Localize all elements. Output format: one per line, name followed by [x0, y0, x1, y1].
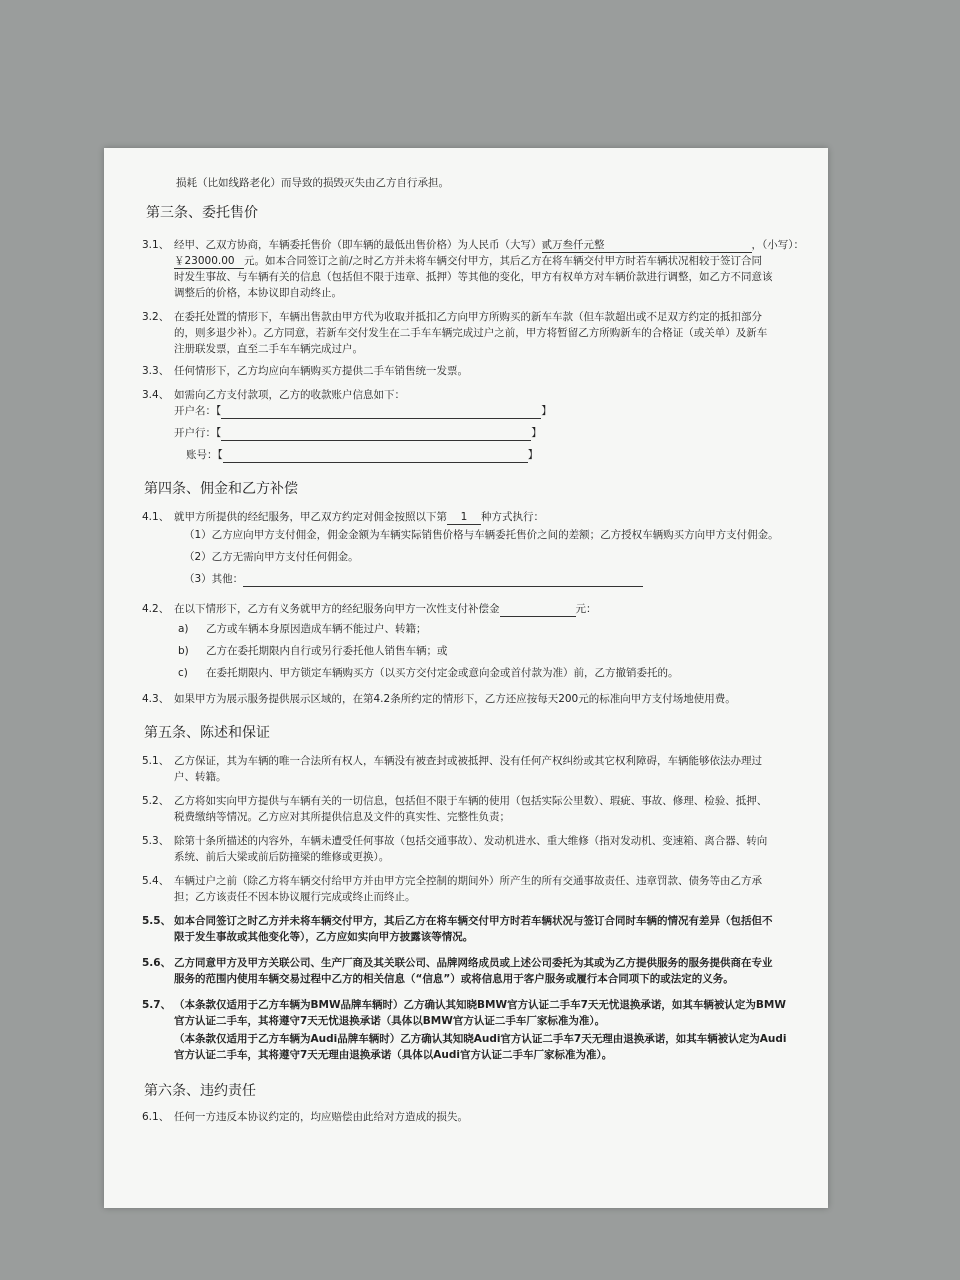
clause-number: 3.2、 — [142, 311, 170, 323]
amount-words-value: 贰万叁仟元整 — [541, 239, 605, 251]
account-name-label: 开户名：【 — [174, 405, 222, 417]
clause-text — [174, 238, 804, 253]
clause-line: 经甲、乙双方协商，车辆委托售价（即车辆的最低出售价格）为人民币（大写） — [174, 239, 542, 251]
account-number-row — [186, 448, 538, 463]
account-number-label: 账号：【 — [186, 449, 223, 461]
amount-words-field — [542, 238, 752, 253]
option-3-field — [243, 572, 643, 587]
amount-number-field: ￥23000.00 — [174, 254, 244, 269]
clause-5-5-line2: 限于发生事故或其他变化等），乙方应如实向甲方披露该等情况。 — [174, 931, 474, 943]
clause-number: 3.1、 — [142, 239, 170, 251]
account-name-field — [221, 404, 541, 419]
clause-text: 乙方将如实向甲方提供与车辆有关的一切信息，包括但不限于车辆的使用（包括实际公里数）、瑕疵、事故、修理、检验、抵押、 — [174, 795, 768, 807]
item-c — [178, 666, 679, 680]
clause-5-3-line2: 系统、前后大梁或前后防撞梁的维修或更换）。 — [174, 851, 390, 863]
section-3-title: 第三条、委托售价 — [146, 205, 258, 221]
clause-line: 在以下情形下，乙方有义务就甲方的经纪服务向甲方一次性支付补偿金 — [174, 603, 500, 615]
clause-3-1-line4: 调整后的价格，本协议即自动终止。 — [174, 287, 342, 299]
option-choice-field: 1 — [447, 510, 481, 525]
clause-number: 4.3、 — [142, 693, 170, 705]
clause-line: 元： — [575, 603, 597, 615]
clause-3-1-line3: 时发生事故、与车辆有关的信息（包括但不限于违章、抵押）等其他的变化，甲方有权单方对车辆价款进行调整，如乙方不同意该 — [174, 271, 773, 283]
account-number-field — [223, 448, 528, 463]
clause-line: 就甲方所提供的经纪服务，甲乙双方约定对佣金按照以下第 — [174, 511, 447, 523]
small-label: ，（小写）： — [751, 239, 804, 251]
item-b — [178, 644, 448, 658]
clause-text: 任何一方违反本协议约定的，均应赔偿由此给对方造成的损失。 — [174, 1111, 468, 1123]
item-a — [178, 622, 427, 636]
item-label: c) — [178, 667, 188, 679]
contract-page — [104, 148, 828, 1208]
clause-5-2-line2: 税费缴纳等情况。乙方应对其所提供信息及文件的真实性、完整性负责； — [174, 811, 510, 823]
section-5-title: 第五条、陈述和保证 — [144, 725, 270, 741]
account-name-row — [174, 404, 552, 419]
section-4-title: 第四条、佣金和乙方补偿 — [144, 481, 298, 497]
section-6-title: 第六条、违约责任 — [144, 1083, 256, 1099]
option-3 — [184, 572, 643, 587]
clause-number: 5.2、 — [142, 795, 170, 807]
clause-5-1-line2: 户、转籍。 — [174, 771, 227, 783]
clause-number: 4.2、 — [142, 603, 170, 615]
clause-5-7-line2: 官方认证二手车，其将遵守7天无忧退换承诺（具体以BMW官方认证二手车厂家标准为准）。 — [174, 1015, 606, 1027]
item-text: 乙方在委托期限内自行或另行委托他人销售车辆；或 — [206, 645, 448, 657]
item-text: 在委托期限内、甲方锁定车辆购买方（以买方交付定金或意向金或首付款为准）前，乙方撤销委托的。 — [206, 667, 679, 679]
clause-5-6-line2: 服务的范围内使用车辆交易过程中乙方的相关信息（“信息”）或将信息用于客户服务或履行本合同项下的或法定的义务。 — [174, 973, 734, 985]
clause-text: 任何情形下，乙方均应向车辆购买方提供二手车销售统一发票。 — [174, 365, 468, 377]
bracket-close: 】 — [527, 449, 539, 461]
clause-5-4-line2: 担；乙方该责任不因本协议履行完成或终止而终止。 — [174, 891, 416, 903]
clause-text: 车辆过户之前（除乙方将车辆交付给甲方并由甲方完全控制的期间外）所产生的所有交通事故责任、违章罚款、债务等由乙方承 — [174, 875, 762, 887]
clause-number: 3.3、 — [142, 365, 170, 377]
clause-number: 5.6、 — [142, 957, 172, 969]
clause-number: 6.1、 — [142, 1111, 170, 1123]
clause-number: 5.4、 — [142, 875, 170, 887]
clause-3-2-line3: 注册联发票，直至二手车车辆完成过户。 — [174, 343, 363, 355]
clause-line: 元。如本合同签订之前/之时乙方并未将车辆交付甲方，其后乙方在将车辆交付甲方时若车辆状况相较于签订合同 — [244, 255, 763, 267]
account-bank-field — [221, 426, 531, 441]
clause-text — [174, 602, 597, 617]
clause-text: 如果甲方为展示服务提供展示区域的，在第4.2条所约定的情形下，乙方还应按每天200元的标准向甲方支付场地使用费。 — [174, 693, 736, 705]
clause-3-2-line2: 的，则多退少补）。乙方同意，若新车交付发生在二手车车辆完成过户之前，甲方将暂留乙方所购新车的合格证（或关单）及新车 — [174, 327, 768, 339]
option-1: （1）乙方应向甲方支付佣金，佣金金额为车辆实际销售价格与车辆委托售价之间的差额；乙方授权车辆购买方向甲方支付佣金。 — [184, 529, 779, 541]
clause-text: （本条款仅适用于乙方车辆为BMW品牌车辆时）乙方确认其知晓BMW官方认证二手车7天无忧退换承诺，如其车辆被认定为BMW — [174, 999, 786, 1011]
clause-text: 如本合同签订之时乙方并未将车辆交付甲方，其后乙方在将车辆交付甲方时若车辆状况与签订合同时车辆的情况有差异（包括但不 — [174, 915, 773, 927]
item-label: b) — [178, 645, 189, 657]
clause-number: 4.1、 — [142, 511, 170, 523]
item-text: 乙方或车辆本身原因造成车辆不能过户、转籍； — [206, 623, 427, 635]
clause-number: 3.4、 — [142, 389, 170, 401]
clause-text: 除第十条所描述的内容外，车辆未遭受任何事故（包括交通事故）、发动机进水、重大维修（指对发动机、变速箱、离合器、转向 — [174, 835, 768, 847]
account-bank-row — [174, 426, 542, 441]
clause-number: 5.1、 — [142, 755, 170, 767]
clause-5-7-line4: 官方认证二手车，其将遵守7天无理由退换承诺（具体以Audi官方认证二手车厂家标准为准）。 — [174, 1049, 613, 1061]
option-2: （2）乙方无需向甲方支付任何佣金。 — [184, 551, 359, 563]
compensation-field — [500, 602, 576, 617]
clause-text: 如需向乙方支付款项，乙方的收款账户信息如下： — [174, 389, 405, 401]
clause-text: 乙方同意甲方及甲方关联公司、生产厂商及其关联公司、品牌网络成员或上述公司委托为其或为乙方提供服务的服务提供商在专业 — [174, 957, 773, 969]
bracket-close: 】 — [541, 405, 552, 417]
option-3-label: （3）其他： — [184, 573, 244, 585]
bracket-close: 】 — [531, 427, 542, 439]
clause-3-1-line2 — [174, 254, 762, 269]
clause-text — [174, 510, 544, 525]
intro-text: 损耗（比如线路老化）而导致的损毁灭失由乙方自行承担。 — [176, 177, 449, 189]
account-bank-label: 开户行：【 — [174, 427, 222, 439]
clause-text: 在委托处置的情形下，车辆出售款由甲方代为收取并抵扣乙方向甲方所购买的新车车款（但车款超出或不足双方约定的抵扣部分 — [174, 311, 762, 323]
clause-number: 5.3、 — [142, 835, 170, 847]
clause-5-7-line3: （本条款仅适用于乙方车辆为Audi品牌车辆时）乙方确认其知晓Audi官方认证二手车7天无理由退换承诺，如其车辆被认定为Audi — [174, 1033, 787, 1045]
item-label: a) — [178, 623, 189, 635]
clause-text: 乙方保证，其为车辆的唯一合法所有权人，车辆没有被查封或被抵押、没有任何产权纠纷或其它权利障碍，车辆能够依法办理过 — [174, 755, 762, 767]
clause-number: 5.5、 — [142, 915, 172, 927]
clause-line: 种方式执行： — [481, 511, 544, 523]
clause-number: 5.7、 — [142, 999, 172, 1011]
